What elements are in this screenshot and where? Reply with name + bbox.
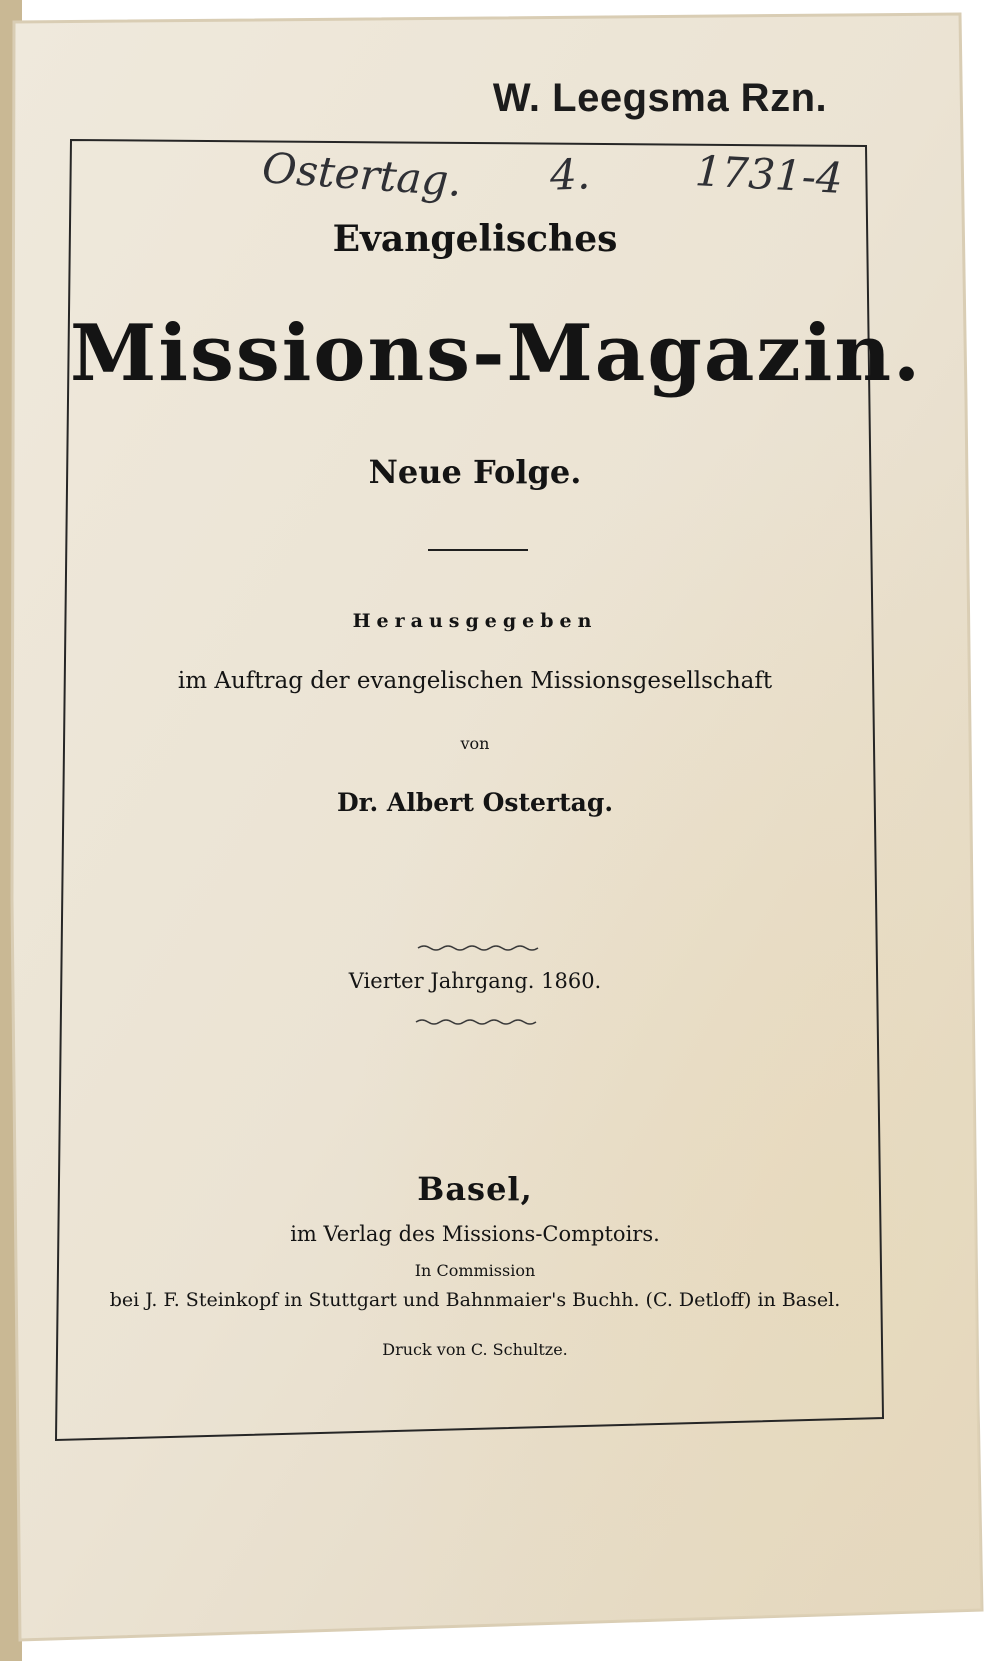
imprint-publisher: im Verlag des Missions-Comptoirs.: [290, 1222, 660, 1246]
handwritten-code: 1731-4: [693, 146, 844, 203]
commission-line: im Auftrag der evangelischen Missionsgesellschaft: [177, 668, 773, 694]
edited-heading: Herausgegeben: [352, 610, 598, 632]
imprint-distributors: bei J. F. Steinkopf in Stuttgart und Bahnmaier's Buchh. (C. Detloff) in Basel.: [109, 1289, 841, 1311]
volume-line: Vierter Jahrgang. 1860.: [348, 969, 602, 993]
library-stamp: W. Leegsma Rzn.: [492, 76, 828, 120]
title-line-2: Missions-Magazin.: [70, 308, 923, 399]
imprint-printer: Druck von C. Schultze.: [382, 1340, 568, 1359]
title-line-1: Evangelisches: [332, 218, 618, 260]
author-name: Dr. Albert Ostertag.: [336, 788, 614, 817]
handwritten-volume: 4.: [549, 149, 591, 200]
von-line: von: [460, 734, 490, 753]
imprint-city: Basel,: [417, 1170, 533, 1208]
imprint-commission: In Commission: [414, 1261, 536, 1280]
subtitle: Neue Folge.: [368, 453, 582, 491]
handwritten-name: Ostertag.: [260, 143, 464, 206]
